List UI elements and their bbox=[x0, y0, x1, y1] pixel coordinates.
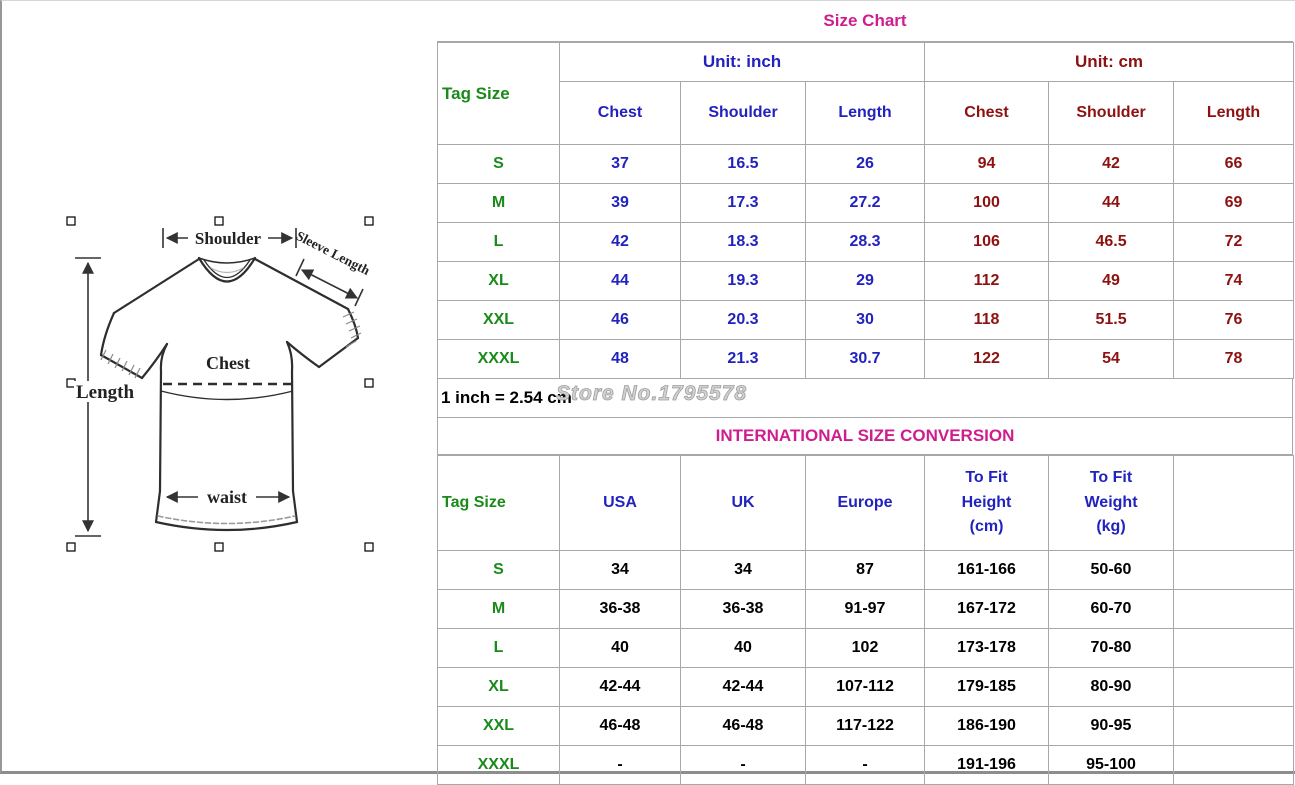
tag-cell: M bbox=[438, 184, 560, 223]
value-cell: 173-178 bbox=[925, 629, 1049, 668]
value-cell: 27.2 bbox=[806, 184, 925, 223]
tag-cell: S bbox=[438, 145, 560, 184]
table-row bbox=[438, 746, 1294, 785]
value-cell: 167-172 bbox=[925, 590, 1049, 629]
tag-cell: XL bbox=[438, 668, 560, 707]
value-cell-empty bbox=[1174, 668, 1294, 707]
value-cell: 91-97 bbox=[806, 590, 925, 629]
table-row bbox=[438, 82, 1294, 145]
header-cell: Length bbox=[806, 82, 925, 145]
header-cell: Length bbox=[1174, 82, 1294, 145]
value-cell: 40 bbox=[681, 629, 806, 668]
selection-handle bbox=[215, 543, 223, 551]
value-cell: 17.3 bbox=[681, 184, 806, 223]
value-cell: 44 bbox=[560, 262, 681, 301]
tag-size-header: Tag Size bbox=[438, 456, 560, 551]
header-cell: UK bbox=[681, 456, 806, 551]
value-cell: 46-48 bbox=[560, 707, 681, 746]
table-row bbox=[438, 301, 1294, 340]
value-cell: 70-80 bbox=[1049, 629, 1174, 668]
selection-handle bbox=[365, 379, 373, 387]
selection-handle bbox=[67, 543, 75, 551]
value-cell-empty bbox=[1174, 746, 1294, 785]
table-row bbox=[438, 145, 1294, 184]
value-cell: 107-112 bbox=[806, 668, 925, 707]
value-cell: 69 bbox=[1174, 184, 1294, 223]
value-cell: - bbox=[560, 746, 681, 785]
value-cell: 19.3 bbox=[681, 262, 806, 301]
value-cell: 21.3 bbox=[681, 340, 806, 379]
tshirt-size-diagram bbox=[30, 195, 400, 570]
unit-inch-header: Unit: inch bbox=[560, 43, 925, 82]
table-row bbox=[438, 456, 1294, 551]
value-cell: 102 bbox=[806, 629, 925, 668]
tag-cell: S bbox=[438, 551, 560, 590]
length-label: Length bbox=[76, 382, 135, 403]
tag-cell: XL bbox=[438, 262, 560, 301]
value-cell: 26 bbox=[806, 145, 925, 184]
selection-handle bbox=[365, 543, 373, 551]
value-cell: 78 bbox=[1174, 340, 1294, 379]
chest-seam-arc bbox=[161, 391, 293, 400]
value-cell: - bbox=[681, 746, 806, 785]
value-cell: 40 bbox=[560, 629, 681, 668]
tag-size-header: Tag Size bbox=[438, 43, 560, 145]
value-cell: 122 bbox=[925, 340, 1049, 379]
conversion-note-row bbox=[437, 379, 1293, 418]
table-row bbox=[438, 668, 1294, 707]
value-cell: 60-70 bbox=[1049, 590, 1174, 629]
value-cell: 117-122 bbox=[806, 707, 925, 746]
value-cell: 191-196 bbox=[925, 746, 1049, 785]
tag-cell: L bbox=[438, 629, 560, 668]
inch-cm-note: 1 inch = 2.54 cm bbox=[441, 388, 572, 407]
value-cell: 51.5 bbox=[1049, 301, 1174, 340]
value-cell: 46.5 bbox=[1049, 223, 1174, 262]
selection-handle bbox=[67, 217, 75, 225]
value-cell: 42-44 bbox=[560, 668, 681, 707]
value-cell: 118 bbox=[925, 301, 1049, 340]
sleeve-length-label: Sleeve Length bbox=[293, 228, 373, 278]
value-cell: 54 bbox=[1049, 340, 1174, 379]
value-cell-empty bbox=[1174, 590, 1294, 629]
value-cell: 72 bbox=[1174, 223, 1294, 262]
value-cell: 106 bbox=[925, 223, 1049, 262]
value-cell: 94 bbox=[925, 145, 1049, 184]
value-cell: 42 bbox=[1049, 145, 1174, 184]
value-cell: 74 bbox=[1174, 262, 1294, 301]
unit-cm-header: Unit: cm bbox=[925, 43, 1294, 82]
value-cell: 20.3 bbox=[681, 301, 806, 340]
value-cell: 100 bbox=[925, 184, 1049, 223]
value-cell: 161-166 bbox=[925, 551, 1049, 590]
table-row bbox=[438, 223, 1294, 262]
value-cell: 49 bbox=[1049, 262, 1174, 301]
value-cell: 42-44 bbox=[681, 668, 806, 707]
selection-handle bbox=[365, 217, 373, 225]
selection-handle bbox=[67, 379, 75, 387]
table-row bbox=[438, 629, 1294, 668]
table-row bbox=[438, 551, 1294, 590]
table-row bbox=[438, 707, 1294, 746]
value-cell: 44 bbox=[1049, 184, 1174, 223]
header-cell: Shoulder bbox=[681, 82, 806, 145]
value-cell: 36-38 bbox=[681, 590, 806, 629]
shoulder-label: Shoulder bbox=[194, 229, 262, 248]
value-cell: 90-95 bbox=[1049, 707, 1174, 746]
value-cell: 50-60 bbox=[1049, 551, 1174, 590]
header-cell: Europe bbox=[806, 456, 925, 551]
header-cell: To Fit Weight (kg) bbox=[1049, 456, 1174, 551]
table-row bbox=[438, 262, 1294, 301]
value-cell: 179-185 bbox=[925, 668, 1049, 707]
table-row bbox=[438, 184, 1294, 223]
value-cell: 186-190 bbox=[925, 707, 1049, 746]
selection-handle bbox=[215, 217, 223, 225]
value-cell: - bbox=[806, 746, 925, 785]
header-cell: Chest bbox=[560, 82, 681, 145]
value-cell: 30.7 bbox=[806, 340, 925, 379]
value-cell: 30 bbox=[806, 301, 925, 340]
chest-label: Chest bbox=[206, 353, 250, 373]
value-cell: 76 bbox=[1174, 301, 1294, 340]
header-cell: To Fit Height (cm) bbox=[925, 456, 1049, 551]
size-chart-panel bbox=[437, 0, 1293, 785]
size-table-inch-cm bbox=[437, 42, 1294, 379]
value-cell: 36-38 bbox=[560, 590, 681, 629]
value-cell-empty bbox=[1174, 551, 1294, 590]
value-cell: 87 bbox=[806, 551, 925, 590]
value-cell: 66 bbox=[1174, 145, 1294, 184]
size-chart-title: Size Chart bbox=[437, 0, 1293, 42]
value-cell: 37 bbox=[560, 145, 681, 184]
tag-cell: XXXL bbox=[438, 340, 560, 379]
value-cell: 28.3 bbox=[806, 223, 925, 262]
value-cell: 112 bbox=[925, 262, 1049, 301]
value-cell: 95-100 bbox=[1049, 746, 1174, 785]
table-row bbox=[438, 590, 1294, 629]
value-cell-empty bbox=[1174, 707, 1294, 746]
value-cell: 48 bbox=[560, 340, 681, 379]
value-cell: 39 bbox=[560, 184, 681, 223]
international-conversion-title: INTERNATIONAL SIZE CONVERSION bbox=[437, 418, 1293, 455]
header-cell-empty bbox=[1174, 456, 1294, 551]
table-row bbox=[438, 340, 1294, 379]
header-cell: Chest bbox=[925, 82, 1049, 145]
tag-cell: XXL bbox=[438, 301, 560, 340]
waist-label: waist bbox=[207, 487, 247, 507]
value-cell: 18.3 bbox=[681, 223, 806, 262]
tag-cell: XXL bbox=[438, 707, 560, 746]
tag-cell: M bbox=[438, 590, 560, 629]
value-cell: 80-90 bbox=[1049, 668, 1174, 707]
tag-cell: L bbox=[438, 223, 560, 262]
value-cell: 34 bbox=[681, 551, 806, 590]
value-cell: 16.5 bbox=[681, 145, 806, 184]
value-cell: 46-48 bbox=[681, 707, 806, 746]
table-row bbox=[438, 43, 1294, 82]
header-cell: USA bbox=[560, 456, 681, 551]
value-cell: 46 bbox=[560, 301, 681, 340]
value-cell: 42 bbox=[560, 223, 681, 262]
international-size-conversion-table bbox=[437, 455, 1294, 785]
value-cell: 34 bbox=[560, 551, 681, 590]
tag-cell: XXXL bbox=[438, 746, 560, 785]
store-watermark: Store No.1795578 bbox=[556, 382, 748, 405]
value-cell: 29 bbox=[806, 262, 925, 301]
header-cell: Shoulder bbox=[1049, 82, 1174, 145]
value-cell-empty bbox=[1174, 629, 1294, 668]
